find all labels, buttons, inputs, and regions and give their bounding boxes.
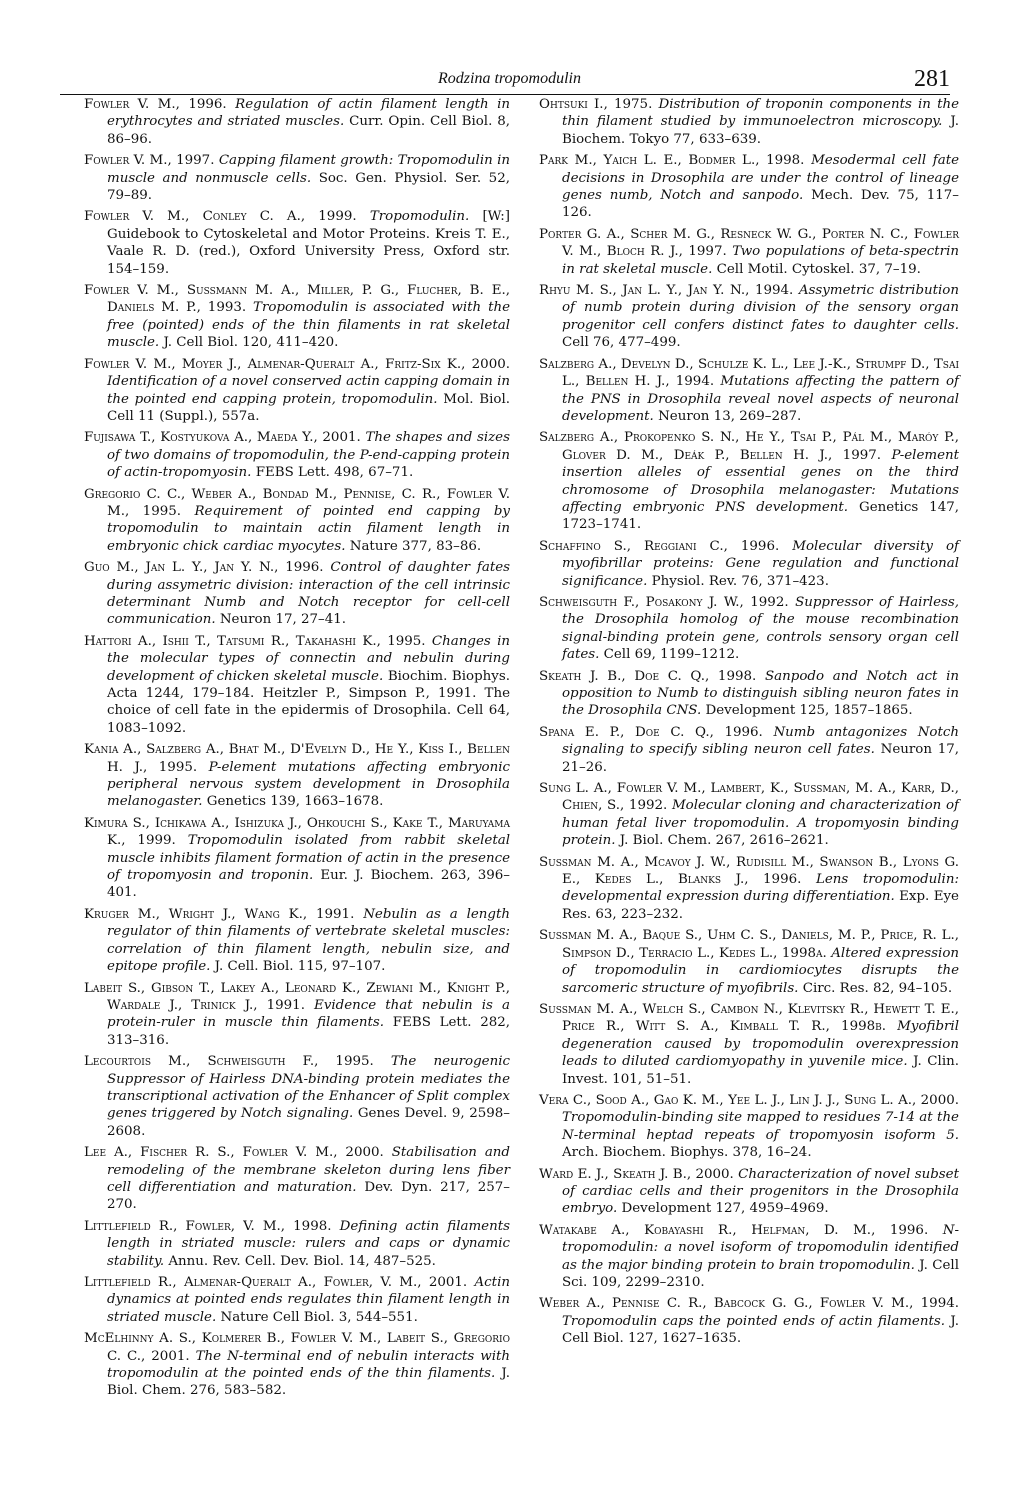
reference-authors: Park M., Yaich L. E., Bodmer L., 1998. [539, 153, 805, 169]
reference-authors: Lee A., Fischer R. S., Fowler V. M., 2000. [84, 1145, 384, 1161]
reference-entry [539, 226, 959, 278]
reference-source: J. Cell Biol. 127, 1627–1635. [562, 1313, 959, 1347]
reference-entry [539, 668, 959, 720]
reference-title: Evidence that nebulin is a protein-ruler in muscle thin filaments. [107, 997, 510, 1031]
references-left-column [84, 96, 510, 1404]
reference-authors: Schweisguth F., Posakony J. W., 1992. [539, 594, 789, 610]
reference-authors: Ward E. J., Skeath J. B., 2000. [539, 1166, 734, 1182]
reference-authors: Salzberg A., Prokopenko S. N., He Y., Tsai P., Pál M., Maróy P., Glover D. M., Deák P., Bellen H. J., 1997. [539, 430, 959, 463]
reference-source: Mol. Biol. Cell 11 (Suppl.), 557a. [107, 391, 510, 424]
reference-title: The shapes and sizes of two domains of tropomodulin, the P-end-capping protein of actin-tropomyosin. [107, 430, 510, 481]
reference-authors: Kimura S., Ichikawa A., Ishizuka J., Ohkouchi S., Kake T., Maruyama K., 1999. [84, 815, 510, 849]
reference-title: Tropomodulin. [369, 209, 470, 225]
reference-entry [539, 1001, 959, 1088]
reference-source: Dev. Dyn. 217, 257–270. [107, 1179, 510, 1213]
reference-entry [84, 1218, 510, 1270]
reference-title: Mutations affecting the pattern of the PNS in Drosophila reveal novel aspects of neuronal development. [562, 374, 959, 424]
reference-entry [539, 927, 959, 997]
reference-authors: Spana E. P., Doe C. Q., 1996. [539, 724, 763, 740]
reference-authors: Fowler V. M., 1996. [84, 97, 227, 112]
references-right-column [539, 96, 959, 1352]
reference-authors: Fowler V. M., Conley C. A., 1999. [84, 209, 357, 225]
reference-entry [84, 906, 510, 976]
reference-title: P-element mutations affecting embryonic peripheral nervous system development in Drosophila melanogaster. [107, 759, 511, 810]
reference-authors: Fowler V. M., Moyer J., Almenar-Queralt A., Fritz-Six K., 2000. [84, 356, 510, 372]
reference-source: J. Biol. Chem. 267, 2616–2621. [619, 833, 829, 849]
reference-source: Neuron 17, 21–26. [562, 742, 960, 775]
reference-entry [84, 208, 510, 278]
reference-title: P-element insertion alleles of essential genes on the third chromosome of Drosophila melanogaster: Mutations affecting embryonic PNS development. [562, 447, 959, 515]
reference-title: Control of daughter fates during assymetric division: interaction of the cell intrinsic determinant Numb and Notch receptor for cell-cell communication. [107, 560, 510, 628]
reference-title: Lens tropomodulin: developmental expression during differentiation. [562, 872, 959, 905]
reference-entry [539, 1092, 959, 1162]
reference-entry [539, 282, 959, 352]
reference-entry [84, 980, 510, 1050]
reference-source: Development 127, 4959–4969. [621, 1201, 829, 1217]
reference-title: Characterization of novel subset of cardiac cells and their progenitors in the Drosophila embryo. [562, 1166, 959, 1217]
reference-authors: Sussman M. A., Baque S., Uhm C. S., Daniels, M. P., Price, R. L., Simpson D., Terracio L., Kedes L., 1998a. [539, 928, 959, 961]
reference-authors: Skeath J. B., Doe C. Q., 1998. [539, 668, 757, 684]
reference-authors: Salzberg A., Develyn D., Schulze K. L., Lee J.-K., Strumpf D., Tsai L., Bellen H. J., 1994. [539, 356, 959, 390]
reference-source: FEBS Lett. 498, 67–71. [255, 465, 414, 481]
reference-entry [84, 152, 510, 204]
reference-source: J. Cell Sci. 109, 2299–2310. [562, 1257, 959, 1290]
reference-source: Development 125, 1857–1865. [705, 703, 913, 719]
reference-title: Distribution of troponin components in the thin filament studied by immunoelectron microscopy. [562, 97, 959, 130]
reference-authors: Ohtsuki I., 1975. [539, 97, 653, 112]
reference-title: Assymetric distribution of numb protein during division of the sensory organ progenitor cell confers distinct fates to daughter cells. [562, 283, 959, 333]
reference-source: Cell 69, 1199–1212. [603, 647, 740, 663]
reference-title: Capping filament growth: Tropomodulin in muscle and nonmuscle cells. [107, 153, 510, 186]
reference-title: Tropomodulin-binding site mapped to residues 7-14 at the N-terminal heptad repeats of tropomyosin isoform 5. [562, 1110, 959, 1143]
reference-authors: Sussman M. A., Mcavoy J. W., Rudisill M., Swanson B., Lyons G. E., Kedes L., Blanks J., 1996. [539, 854, 959, 888]
reference-title: Myofibril degeneration caused by tropomodulin overexpression leads to diluted cardiomyopathy in yuvenile mice. [562, 1019, 959, 1070]
reference-authors: Sung L. A., Fowler V. M., Lambert, K., Sussman, M. A., Karr, D., Chien, S., 1992. [539, 781, 959, 814]
reference-source: Nature 377, 83–86. [349, 538, 482, 554]
reference-authors: Lecourtois M., Schweisguth F., 1995. [84, 1054, 374, 1070]
reference-authors: McElhinny A. S., Kolmerer B., Fowler V. M., Labeit S., Gregorio C. C., 2001. [84, 1331, 510, 1364]
reference-title: The N-terminal end of nebulin interacts with tropomodulin at the pointed ends of the thin filaments. [107, 1348, 511, 1382]
reference-title: Requirement of pointed end capping by tropomodulin to maintain actin filament length in embryonic chick cardiac myocytes. [107, 503, 510, 554]
reference-authors: Fowler V. M., 1997. [84, 153, 215, 169]
reference-source: Biochim. Biophys. Acta 1244, 179–184. Heitzler P., Simpson P., 1991. The choice of cell fate in the epidermis of Drosophila. Cell 64, 1083–1092. [107, 668, 510, 736]
reference-authors: Rhyu M. S., Jan L. Y., Jan Y. N., 1994. [539, 283, 794, 299]
reference-source: J. Biochem. Tokyo 77, 633–639. [562, 114, 959, 147]
reference-title: Tropomodulin isolated from rabbit skeletal muscle inhibits filament formation of actin in the presence of tropomyosin and troponin. [107, 833, 510, 884]
reference-authors: Watakabe A., Kobayashi R., Helfman, D. M., 1996. [539, 1222, 929, 1238]
reference-authors: Fujisawa T., Kostyukova A., Maeda Y., 2001. [84, 430, 361, 446]
reference-entry [539, 152, 959, 222]
reference-source: Neuron 17, 27–41. [219, 612, 347, 628]
reference-source: Neuron 13, 269–287. [658, 408, 802, 424]
reference-source: Annu. Rev. Cell. Dev. Biol. 14, 487–525. [168, 1253, 436, 1269]
running-title: Rodzina tropomodulin [438, 70, 581, 87]
reference-entry [539, 1295, 959, 1347]
reference-entry [84, 1053, 510, 1140]
reference-entry [84, 282, 510, 352]
reference-authors: Fowler V. M., Sussmann M. A., Miller, P. G., Flucher, B. E., Daniels M. P., 1993. [84, 283, 510, 316]
reference-entry [84, 96, 510, 148]
reference-authors: Labeit S., Gibson T., Lakey A., Leonard K., Zewiani M., Knight P., Wardale J., Trinick J., 1991. [84, 980, 510, 1013]
reference-title: N-tropomodulin: a novel isoform of tropomodulin identified as the major binding protein to brain tropomodulin. [562, 1222, 959, 1273]
reference-source: Soc. Gen. Physiol. Ser. 52, 79–89. [107, 170, 510, 204]
reference-title: Nebulin as a length regulator of thin filaments of vertebrate skeletal muscles: correlation of thin filament length, nebulin size, and epitope profile. [107, 906, 510, 975]
reference-authors: Littlefield R., Almenar-Queralt A., Fowler, V. M., 2001. [84, 1275, 468, 1290]
reference-source: [W:] Guidebook to Cytoskeletal and Motor Proteins. Kreis T. E., Vaale R. D. (red.), Oxford University Press, Oxford str. 154–159. [107, 209, 511, 277]
reference-title: Identification of a novel conserved actin capping domain in the pointed end capping protein, tropomodulin. [107, 374, 510, 407]
reference-source: J. Cell Biol. 120, 411–420. [163, 335, 339, 351]
reference-title: Changes in the molecular types of connectin and nebulin during development of chicken skeletal muscle. [107, 633, 511, 684]
reference-source: FEBS Lett. 282, 313–316. [107, 1015, 511, 1048]
reference-entry [84, 633, 510, 737]
reference-title: Molecular diversity of myofibrillar proteins: Gene regulation and functional significance. [562, 538, 959, 589]
reference-title: Regulation of actin filament length in erythrocytes and striated muscles. [107, 97, 510, 130]
reference-authors: Hattori A., Ishii T., Tatsumi R., Takahashi K., 1995. [84, 633, 426, 649]
header-rule [60, 94, 950, 95]
reference-authors: Kruger M., Wright J., Wang K., 1991. [84, 906, 355, 922]
reference-source: Circ. Res. 82, 94–105. [802, 980, 953, 996]
reference-entry [84, 486, 510, 556]
reference-authors: Kania A., Salzberg A., Bhat M., D'Evelyn D., He Y., Kiss I., Bellen H. J., 1995. [84, 742, 510, 775]
reference-entry [539, 1166, 959, 1218]
reference-source: Arch. Biochem. Biophys. 378, 16–24. [562, 1145, 812, 1161]
reference-title: The neurogenic Suppressor of Hairless DNA-binding protein mediates the transcriptional activation of the Enhancer of Split complex genes triggered by Notch signaling. [107, 1054, 510, 1122]
reference-entry [539, 96, 959, 148]
reference-entry [539, 1222, 959, 1292]
reference-title: Suppressor of Hairless, the Drosophila homolog of the mouse recombination signal-binding protein gene, controls sensory organ cell fates. [562, 594, 959, 663]
reference-authors: Littlefield R., Fowler, V. M., 1998. [84, 1218, 332, 1234]
reference-title: Altered expression of tropomodulin in cardiomiocytes disrupts the sarcomeric structure of myofibrils. [562, 945, 960, 996]
reference-entry [539, 538, 959, 590]
reference-source: J. Biol. Chem. 276, 583–582. [107, 1366, 510, 1399]
reference-source: Cell 76, 477–499. [562, 335, 681, 351]
reference-source: Mech. Dev. 75, 117–126. [562, 188, 959, 221]
reference-title: Sanpodo and Notch act in opposition to Numb to distinguish sibling neuron fates in the Drosophila CNS. [562, 668, 960, 719]
reference-authors: Sussman M. A., Welch S., Cambon N., Klevitsky R., Hewett T. E., Price R., Witt S. A., Kimball T. R., 1998b. [539, 1001, 959, 1035]
reference-authors: Weber A., Pennise C. R., Babcock G. G., Fowler V. M., 1994. [539, 1296, 959, 1312]
reference-source: J. Cell. Biol. 115, 97–107. [214, 959, 386, 975]
reference-entry [539, 854, 959, 924]
reference-entry [539, 594, 959, 664]
reference-source: Genetics 139, 1663–1678. [206, 794, 384, 810]
reference-authors: Guo M., Jan L. Y., Jan Y. N., 1996. [84, 560, 324, 576]
reference-title: Two populations of beta-spectrin in rat skeletal muscle. [562, 244, 959, 277]
reference-entry [84, 1274, 510, 1326]
reference-source: Eur. J. Biochem. 263, 396–401. [107, 868, 510, 901]
reference-entry [539, 780, 959, 850]
reference-entry [84, 1330, 510, 1400]
reference-entry [84, 559, 510, 629]
reference-source: Genetics 147, 1723–1741. [562, 499, 959, 533]
reference-authors: Gregorio C. C., Weber A., Bondad M., Pennise, C. R., Fowler V. M., 1995. [84, 486, 510, 519]
reference-title: Mesodermal cell fate decisions in Drosophila are under the control of lineage genes numb, Notch and sanpodo. [562, 153, 959, 204]
reference-source: Exp. Eye Res. 63, 223–232. [562, 889, 959, 922]
reference-source: Nature Cell Biol. 3, 544–551. [220, 1309, 418, 1325]
reference-entry [84, 741, 510, 811]
reference-source: Physiol. Rev. 76, 371–423. [651, 573, 829, 589]
reference-source: Curr. Opin. Cell Biol. 8, 86–96. [107, 114, 510, 147]
reference-entry [84, 815, 510, 902]
reference-authors: Vera C., Sood A., Gao K. M., Yee L. J., Lin J. J., Sung L. A., 2000. [539, 1092, 959, 1108]
reference-source: Genes Devel. 9, 2598–2608. [107, 1106, 510, 1139]
reference-authors: Porter G. A., Scher M. G., Resneck W. G., Porter N. C., Fowler V. M., Bloch R. J., 1997. [539, 226, 959, 260]
reference-title: Actin dynamics at pointed ends regulates thin filament length in striated muscle. [107, 1275, 510, 1325]
reference-title: Stabilisation and remodeling of the membrane skeleton during lens fiber cell differentiation and maturation. [107, 1145, 511, 1195]
reference-entry [84, 356, 510, 426]
reference-entry [539, 429, 959, 533]
reference-title: Molecular cloning and characterization of human fetal liver tropomodulin. A tropomyosin binding protein. [562, 798, 959, 849]
reference-entry [84, 1144, 510, 1214]
page-number: 281 [914, 66, 950, 92]
reference-entry [539, 724, 959, 776]
reference-source: J. Clin. Invest. 101, 51–51. [562, 1054, 959, 1087]
reference-title: Numb antagonizes Notch signaling to specify sibling neuron cell fates. [562, 724, 959, 758]
reference-title: Tropomodulin is associated with the free (pointed) ends of the thin filaments in rat skeletal muscle. [107, 300, 510, 351]
reference-authors: Schaffino S., Reggiani C., 1996. [539, 538, 780, 554]
reference-title: Defining actin filaments length in striated muscle: rulers and caps or dynamic stability. [107, 1218, 510, 1269]
reference-entry [539, 356, 959, 426]
reference-entry [84, 429, 510, 481]
reference-title: Tropomodulin caps the pointed ends of actin filaments. [562, 1313, 945, 1329]
reference-source: Cell Motil. Cytoskel. 37, 7–19. [716, 261, 921, 277]
